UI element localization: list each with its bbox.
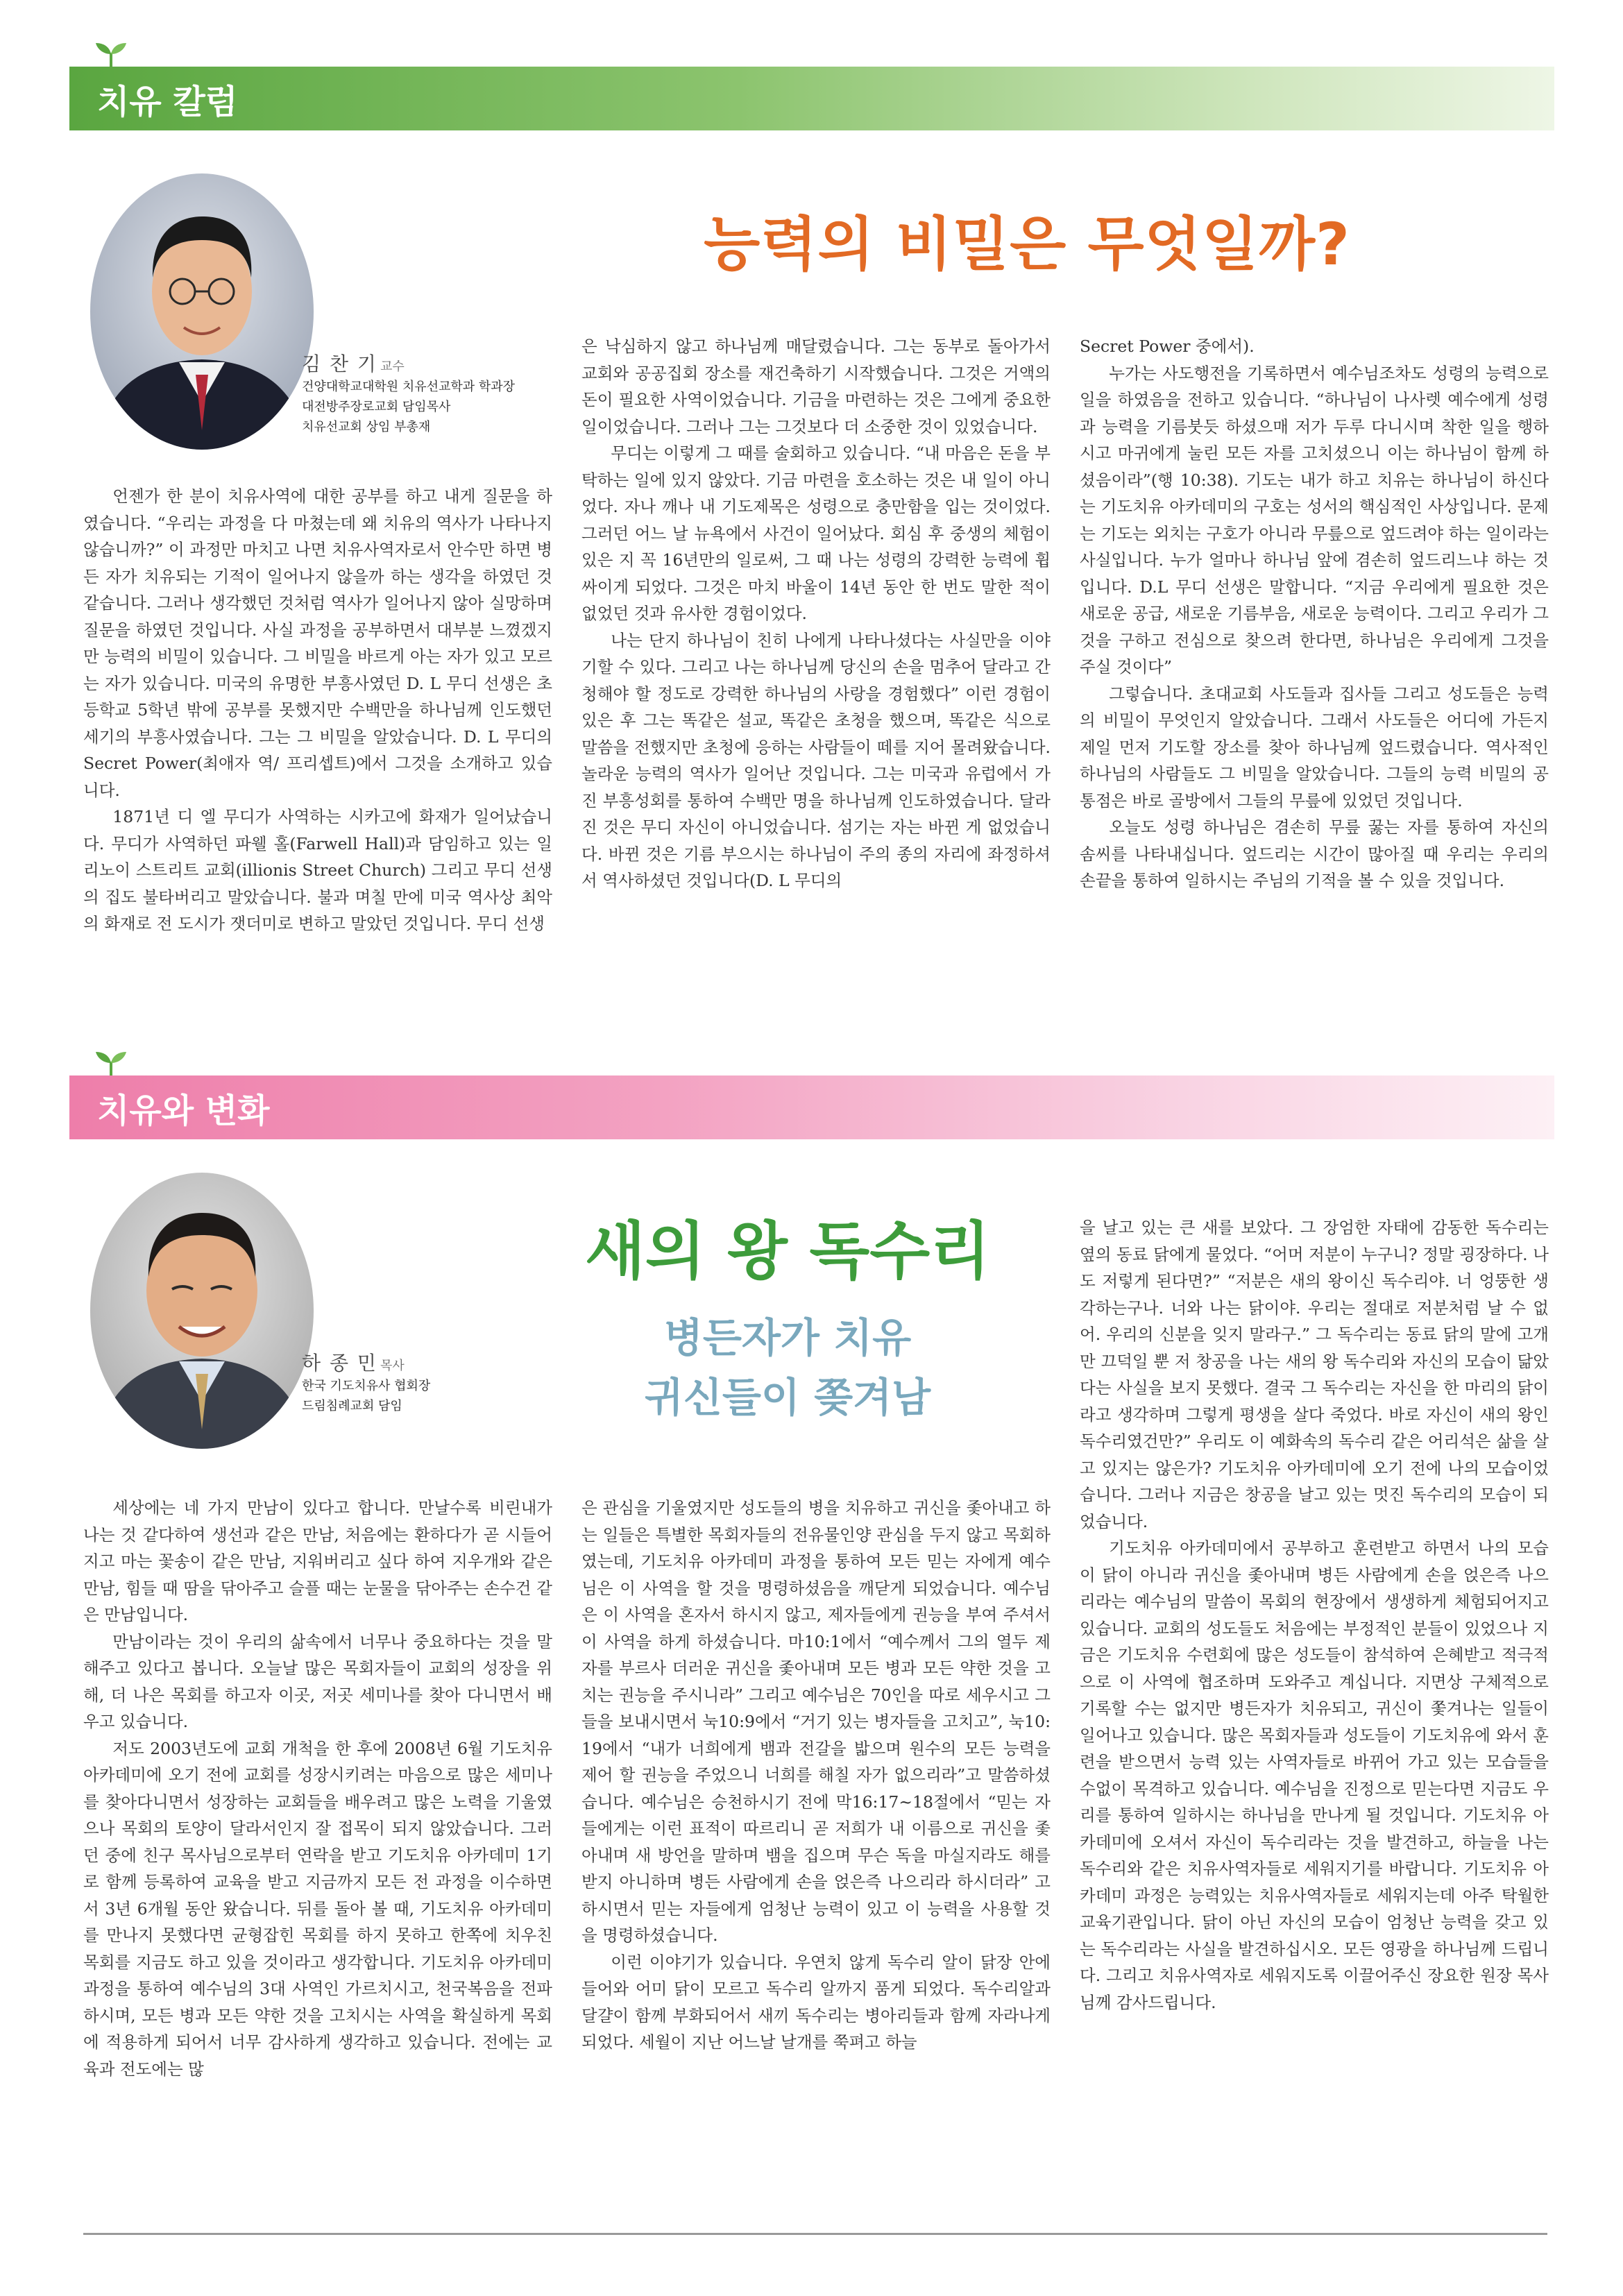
article-column — [581, 1495, 1051, 2056]
article-column — [83, 483, 552, 937]
author-photo — [90, 1173, 314, 1449]
sprout-icon — [90, 40, 132, 68]
author-affiliation: 한국 기도치유사 협회장 — [302, 1379, 431, 1393]
author-name: 김 찬 기 — [302, 352, 377, 375]
healing-change-section — [0, 1055, 1623, 2262]
paragraph: 그렇습니다. 초대교회 사도들과 집사들 그리고 성도들은 능력의 비밀이 무엇인지 알았습니다. 그래서 사도들은 어디에 가든지 제일 먼저 기도할 장소를 찾아 하나님께 엎드렸습니다. 역사적인 하나님의 사람들도 그 비밀을 알았습니다. 그들의 능력 비밀의 공통점은 바로 골방에서 그들의 무릎에 있었던 것입니다. — [1080, 683, 1549, 810]
paragraph: 기도치유 아카데미에서 공부하고 훈련받고 하면서 나의 모습이 닭이 아니라 귀신을 좇아내며 병든 사람에게 손을 얹은즉 나으리라는 예수님의 말씀이 목회의 현장에서 생생하게 체험되어지고 있습니다. 교회의 성도들도 처음에는 부정적인 분들이 있었으나 지금은 기도치유 수련회에 많은 성도들이 참석하여 은혜받고 적극적으로 이 사역에 협조하며 도와주고 계십니다. 지면상 구체적으로 기록할 수는 없지만 병든자가 치유되고, 귀신이 쫓겨나는 일들이 일어나고 있습니다. 많은 목회자들과 성도들이 기도치유에 와서 훈련을 받으면서 능력 있는 사역자들로 바뀌어 가고 있는 모습들을 수없이 목격하고 있습니다. 예수님을 진정으로 믿는다면 지금도 우리를 통하여 일하시는 하나님을 만나게 될 것입니다. 기도치유 아카데미에 오셔서 자신이 독수리라는 것을 발견하고, 하늘을 나는 독수리와 같은 치유사역자들로 세워지기를 바랍니다. 기도치유 아카데미 과정은 능력있는 치유사역자들로 세워지는데 아주 탁월한 교육기관입니다. 닭이 아닌 자신의 모습이 엄청난 능력을 갖고 있는 독수리라는 사실을 발견하십시오. 모든 영광을 하나님께 드립니다. 그리고 치유사역자로 세워지도록 이끌어주신 장요한 원장 목사님께 감사드립니다. — [1080, 1538, 1549, 2012]
author-name: 하 종 민 — [302, 1352, 377, 1375]
sprout-icon — [90, 1049, 132, 1077]
article-column — [581, 333, 1051, 894]
author-info — [302, 1353, 430, 1416]
author-affiliation: 치유선교회 상임 부총재 — [302, 420, 431, 434]
paragraph: 누가는 사도행전을 기록하면서 예수님조차도 성령의 능력으로 일을 하였음을 전하고 있습니다. “하나님이 나사렛 예수에게 성령과 능력을 기름붓듯 하셨으매 저가 두루 다니시며 착한 일을 행하시고 마귀에게 눌린 모든 자를 고치셨으니 이는 하나님이 함께 하셨음이라”(행 10:38). 기도는 내가 하고 치유는 하나님이 하신다는 기도치유 아카데미의 구호는 성서의 핵심적인 사상입니다. 문제는 기도는 외치는 구호가 아니라 무릎으로 엎드려야 하는 일이라는 사실입니다. 누가 얼마나 하나님 앞에 겸손히 엎드리느냐 하는 것입니다. D.L 무디 선생은 말합니다. “지금 우리에게 필요한 것은 새로운 공급, 새로운 기름부음, 새로운 능력이다. 그리고 우리가 그것을 구하고 전심으로 찾으려 한다면, 하나님은 우리에게 그것을 주실 것이다” — [1080, 363, 1549, 677]
author-affiliation: 대전방주장로교회 담임목사 — [302, 400, 451, 414]
section-banner — [69, 1075, 1554, 1139]
paragraph: 1871년 디 엘 무디가 사역하는 시카고에 화재가 일어났습니다. 무디가 사역하던 파웰 홀(Farwell Hall)과 담임하고 있는 일리노이 스트리트 교회(illionis Street Church) 그리고 무디 선생의 집도 불타버리고 말았습니다. 불과 며칠 만에 미국 역사상 최악의 화재로 전 도시가 잿더미로 변하고 말았던 것입니다. 무디 선생 — [83, 807, 552, 933]
banner-title: 치유와 변화 — [97, 1091, 270, 1130]
article-subtitle — [524, 1308, 1051, 1427]
paragraph: 은 관심을 기울였지만 성도들의 병을 치유하고 귀신을 좇아내고 하는 일들은 특별한 목회자들의 전유물인양 관심을 두지 않고 목회하였는데, 기도치유 아카데미 과정을 통하여 모든 믿는 자에게 예수님은 이 사역을 할 것을 명령하셨음을 깨닫게 되었습니다. 예수님은 이 사역을 혼자서 하시지 않고, 제자들에게 권능을 부여 주셔서 이 사역을 하게 하셨습니다. 마10:1에서 “예수께서 그의 열두 제자를 부르사 더러운 귀신을 좇아내며 모든 병과 모든 약한 것을 고치는 권능을 주시니라” 그리고 예수님은 70인을 따로 세우시고 그들을 보내시면서 눅10:9에서 “거기 있는 병자들을 고치고”, 눅10:19에서 “내가 너희에게 뱀과 전갈을 밟으며 원수의 모든 능력을 제어 할 권능을 주었으니 너희를 해칠 자가 없으리라”고 말씀하셨습니다. 예수님은 승천하시기 전에 막16:17~18절에서 “믿는 자들에게는 이런 표적이 따르리니 곧 저희가 내 이름으로 귀신을 좇아내며 새 방언을 말하며 뱀을 집으며 무슨 독을 마실지라도 해를 받지 아니하며 병든 사람에게 손을 얹은즉 나으리라 하시더라” 고 하시면서 믿는 자들에게 엄청난 능력이 있고 이 능력을 사용할 것을 명령하셨습니다. — [581, 1498, 1051, 1945]
article-column — [1080, 1214, 1549, 2016]
paragraph: 세상에는 네 가지 만남이 있다고 합니다. 만날수록 비린내가 나는 것 같다하여 생선과 같은 만남, 처음에는 환하다가 곧 시들어지고 마는 꽃송이 같은 만남, 지워버리고 싶다 하여 지우개와 같은 만남, 힘들 때 땀을 닦아주고 슬플 때는 눈물을 닦아주는 손수건 같은 만남입니다. — [83, 1498, 552, 1624]
author-photo — [90, 173, 314, 450]
article-column — [1080, 333, 1549, 894]
healing-column-section — [0, 0, 1623, 1041]
author-affiliation: 드림침례교회 담임 — [302, 1399, 402, 1413]
banner-title: 치유 칼럼 — [97, 82, 238, 121]
paragraph: 언젠가 한 분이 치유사역에 대한 공부를 하고 내게 질문을 하였습니다. “우리는 과정을 다 마쳤는데 왜 치유의 역사가 나타나지 않습니까?” 이 과정만 마치고 나면 치유사역자로서 안수만 하면 병든 자가 치유되는 기적이 일어나지 않을까 하는 생각을 하였던 것 같습니다. 그러나 생각했던 것처럼 역사가 일어나지 않아 실망하며 질문을 하였던 것입니다. 사실 과정을 공부하면서 대부분 느꼈겠지만 능력의 비밀이 있습니다. 그 비밀을 바르게 아는 자가 있고 모르는 자가 있습니다. 미국의 유명한 부흥사였던 D. L 무디 선생은 초등학교 5학년 밖에 공부를 못했지만 수백만을 하나님께 인도했던 세기의 부흥사였습니다. 그는 그 비밀을 알았습니다. D. L 무디의 Secret Power(최애자 역/ 프리셉트)에서 그것을 소개하고 있습니다. — [83, 486, 552, 800]
author-affiliation: 건양대학교대학원 치유선교학과 학과장 — [302, 380, 516, 394]
article-title: 새의 왕 독수리 — [584, 1215, 991, 1288]
paragraph: 무디는 이렇게 그 때를 술회하고 있습니다. “내 마음은 돈을 부탁하는 일에 있지 않았다. 기금 마련을 호소하는 것은 내 일이 아니었다. 자나 깨나 내 기도제목은 성령으로 충만함을 입는 것이었다. 그러던 어느 날 뉴욕에서 사건이 일어났다. 회심 후 중생의 체험이 있은 지 꼭 16년만의 일로써, 그 때 나는 성령의 강력한 능력에 휩싸이게 되었다. 그것은 마치 바울이 14년 동안 한 번도 말한 적이 없었던 것과 유사한 경험이었다. — [581, 443, 1051, 623]
subtitle-line: 귀신들이 쫒겨남 — [644, 1374, 931, 1421]
article-title: 능력의 비밀은 무엇일까? — [704, 210, 1350, 278]
author-role: 목사 — [380, 1359, 405, 1373]
author-info — [302, 354, 515, 437]
subtitle-line: 병든자가 치유 — [663, 1314, 912, 1361]
paragraph: Secret Power 중에서). — [1080, 337, 1255, 356]
paragraph: 만남이라는 것이 우리의 삶속에서 너무나 중요하다는 것을 말해주고 있다고 봅니다. 오늘날 많은 목회자들이 교회의 성장을 위해, 더 나은 목회를 하고자 이곳, 저곳 세미나를 찾아 다니면서 배우고 있습니다. — [83, 1631, 552, 1731]
article-column — [83, 1495, 552, 2082]
paragraph: 을 날고 있는 큰 새를 보았다. 그 장엄한 자태에 감동한 독수리는 옆의 동료 닭에게 물었다. “어머 저분이 누구니? 정말 굉장하다. 나도 저렇게 된다면?” “저분은 새의 왕이신 독수리야. 너 엉뚱한 생각하는구나. 너와 나는 닭이야. 우리는 절대로 저분처럼 날 수 없어. 우리의 신분을 잊지 말라구.” 그 독수리는 동료 닭의 말에 고개만 끄덕일 뿐 저 창공을 나는 새의 왕 독수리와 자신의 모습이 닮았다는 사실을 보지 못했다. 결국 그 독수리는 자신을 한 마리의 닭이라고 생각하며 그렇게 평생을 살다 죽었다. 바로 자신이 새의 왕인 독수리였건만?” 우리도 이 예화속의 독수리 같은 어리석은 삶을 살고 있지는 않은가? 기도치유 아카데미에 오기 전에 나의 모습이었습니다. 그러나 지금은 창공을 날고 있는 멋진 독수리의 모습이 되었습니다. — [1080, 1218, 1549, 1531]
section-banner — [69, 67, 1554, 130]
paragraph: 나는 단지 하나님이 친히 나에게 나타나셨다는 사실만을 이야기할 수 있다. 그리고 나는 하나님께 당신의 손을 멈추어 달라고 간청해야 할 정도로 강력한 하나님의 사랑을 경험했다” 이런 경험이 있은 후 그는 똑같은 설교, 똑같은 초청을 했으며, 똑같은 식으로 말씀을 전했지만 초청에 응하는 사람들이 떼를 지어 몰려왔습니다. 놀라운 능력의 역사가 일어난 것입니다. 그는 미국과 유럽에서 가진 부흥성회를 통하여 수백만 명을 하나님께 인도하였습니다. 달라진 것은 무디 자신이 아니었습니다. 섬기는 자는 바뀐 게 없었습니다. 바뀐 것은 기름 부으시는 하나님이 주의 종의 자리에 좌정하셔서 역사하셨던 것입니다(D. L 무디의 — [581, 630, 1051, 890]
footer-divider — [83, 2233, 1547, 2235]
paragraph: 은 낙심하지 않고 하나님께 매달렸습니다. 그는 동부로 돌아가서 교회와 공공집회 장소를 재건축하기 시작했습니다. 그것은 거액의 돈이 필요한 사역이었습니다. 기금을 마련하는 것은 그에게 중요한 일이었습니다. 그러나 그는 그것보다 더 소중한 것이 있었습니다. — [581, 337, 1051, 436]
author-role: 교수 — [380, 359, 405, 374]
paragraph: 저도 2003년도에 교회 개척을 한 후에 2008년 6월 기도치유 아카데미에 오기 전에 교회를 성장시키려는 마음으로 많은 세미나를 찾아다니면서 성장하는 교회들을 배우려고 많은 노력을 기울였으나 목회의 토양이 달라서인지 잘 접목이 되지 않았습니다. 그러던 중에 친구 목사님으로부터 연락을 받고 기도치유 아카데미 1기로 함께 등록하여 교육을 받고 지금까지 모든 전 과정을 이수하면서 3년 6개월 동안 왔습니다. 뒤를 돌아 볼 때, 기도치유 아카데미를 만나지 못했다면 균형잡힌 목회를 하지 못하고 한쪽에 치우친 목회를 지금도 하고 있을 것이라고 생각합니다. 기도치유 아카데미 과정을 통하여 예수님의 3대 사역인 가르치시고, 천국복음을 전파하시며, 모든 병과 모든 약한 것을 고치시는 사역을 확실하게 목회에 적용하게 되어서 너무 감사하게 생각하고 있습니다. 전에는 교육과 전도에는 많 — [83, 1738, 552, 2079]
paragraph: 이런 이야기가 있습니다. 우연치 않게 독수리 알이 닭장 안에 들어와 어미 닭이 모르고 독수리 알까지 품게 되었다. 독수리알과 달걀이 함께 부화되어서 새끼 독수리는 병아리들과 함께 자라나게 되었다. 세월이 지난 어느날 날개를 쭉펴고 하늘 — [581, 1952, 1051, 2052]
paragraph: 오늘도 성령 하나님은 겸손히 무릎 꿇는 자를 통하여 자신의 솜씨를 나타내십니다. 엎드리는 시간이 많아질 때 우리는 우리의 손끝을 통하여 일하시는 주님의 기적을 볼 수 있을 것입니다. — [1080, 817, 1549, 890]
